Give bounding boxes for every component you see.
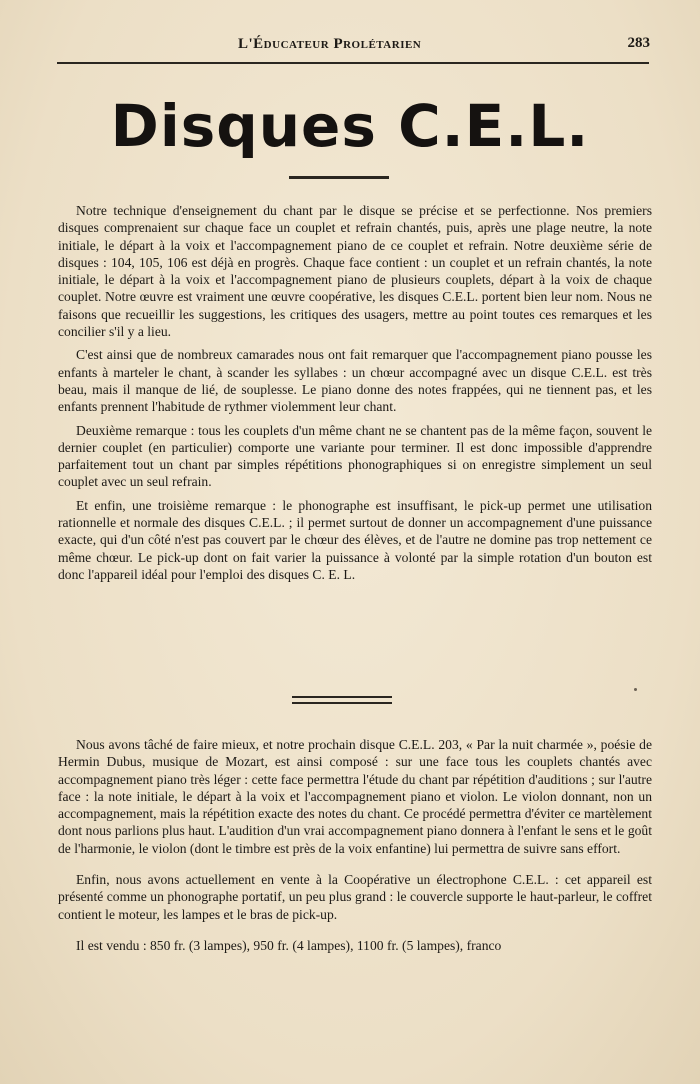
paragraph: Et enfin, une troisième remarque : le phonographe est insuffisant, le pick-up permet une utilisation rationnelle et normale des disques C.E.L. ; il permet surtout de donner un accompagnement d'une puissance exacte, qui d'un côté n'est pas couvert par le chœur des élèves, et de l'autre ne domine pas trop nettement ce même chœur. Le pick-up dont on fait varier la puissance à volonté par la simple rotation d'un bouton est donc l'appareil idéal pour l'emploi des disques C. E. L. xyxy=(58,497,652,582)
paragraph: Enfin, nous avons actuellement en vente à la Coopérative un électrophone C.E.L. : cet appareil est présenté comme un phonographe portatif, un peu plus grand : le couvercle supporte le haut-parleur, le coffret contient le moteur, les lampes et le bras de pick-up. xyxy=(58,872,652,922)
paragraph: C'est ainsi que de nombreux camarades nous ont fait remarquer que l'accompagnement piano pousse les enfants à marteler le chant, à scander les syllabes : un chœur accompagné avec un disque C.E.L. est très beau, mais il manque de lié, de souplesse. Le piano donne des notes frappées, qui ne tiennent pas, et les enfants prennent l'habitude de rythmer violemment leur chant. xyxy=(58,347,652,415)
article-section-1 xyxy=(58,202,652,583)
paragraph: Notre technique d'enseignement du chant par le disque se précise et se perfectionne. Nos premiers disques comprenaient sur chaque face un couplet et refrain chantés, puis, après une plage neutre, la note initiale, le départ à la voix et l'accompagnement piano de ce couplet et refrain. Notre deuxième série de disques : 104, 105, 106 est déjà en progrès. Chaque face contient : un couplet et un refrain chantés, la note initiale, le départ à la voix et l'accompagnement piano de plusieurs couplets, départ à la voix de chaque couplet. Notre œuvre est vraiment une œuvre coopérative, les disques C.E.L. portent bien leur nom. Nous ne faisons que recueillir les suggestions, les critiques des usagers, mettre au point toutes ces remarques et les concilier s'il y a lieu. xyxy=(58,203,652,340)
paragraph: Deuxième remarque : tous les couplets d'un même chant ne se chantent pas de la même façon, souvent le dernier couplet (en particulier) comporte une variante pour terminer. Il est donc impossible d'apprendre parfaitement tout un chant par simples répétitions phonographiques si on enregistre simplement un seul couplet avec un seul refrain. xyxy=(58,422,652,490)
running-head xyxy=(58,34,650,56)
title-underline xyxy=(289,176,389,179)
ink-speck xyxy=(634,688,637,691)
paragraph: Il est vendu : 850 fr. (3 lampes), 950 fr. (4 lampes), 1100 fr. (5 lampes), franco xyxy=(76,937,502,953)
article-title: Disques C.E.L. xyxy=(110,92,590,160)
article-section-2 xyxy=(58,736,652,954)
section-separator-bottom-rule xyxy=(292,702,392,704)
section-separator-top-rule xyxy=(292,696,392,698)
paragraph: Nous avons tâché de faire mieux, et notre prochain disque C.E.L. 203, « Par la nuit charmée », poésie de Hermin Dubus, musique de Mozart, est ainsi composé : sur une face tous les couplets chantés avec accompagnement piano très léger : cette face permettra l'étude du chant par répétition d'auditions ; sur l'autre face : la note initiale, le départ à la voix et l'accompagnement piano et violon. Le violon donnant, non un accompagnement, mais la répétition exacte des notes du chant. Ce procédé permettra d'éviter ce martèlement dont nous parlions plus haut. L'audition d'un vrai accompagnement piano donnera à l'enfant le sens et le goût de l'harmonie, le violon (dont le timbre est près de la voix enfantine) lui permettra de suivre sans effort. xyxy=(58,737,652,856)
page-number: 283 xyxy=(627,35,650,51)
header-rule xyxy=(57,62,649,64)
journal-name: L'Éducateur Prolétarien xyxy=(238,36,422,52)
